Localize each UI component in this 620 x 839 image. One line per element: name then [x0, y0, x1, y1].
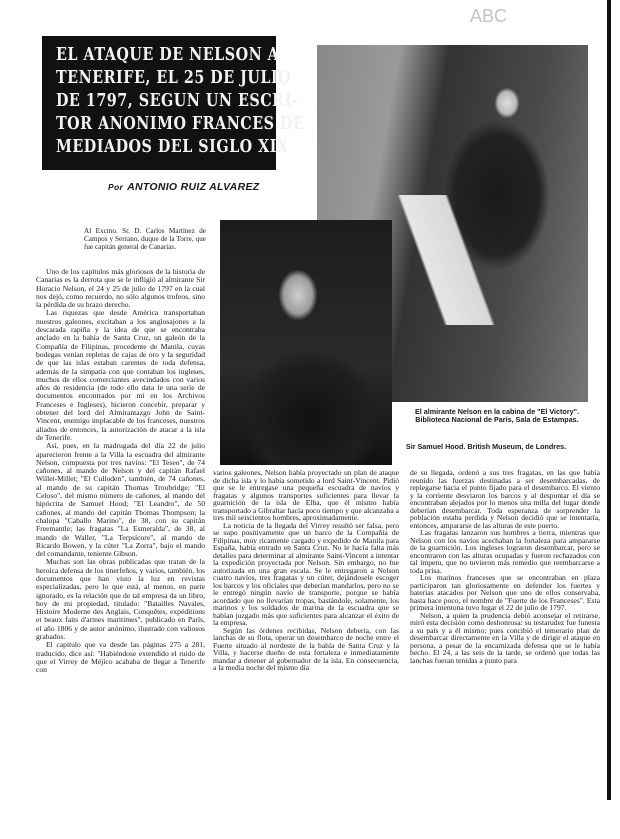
paragraph: Según las órdenes recibidas, Nelson debería, con las lanchas de su flota, operar un desembarco de noche entre el Fuerte situado al nordeste de la bahía de Santa Cruz y la Villa, y hacerse dueño de esta fortaleza e inmediatamente mandar a detener al gobernador de la isla. En consecuencia, a la media noche del mismo día	[213, 625, 399, 672]
paragraph: Así, pues, en la madrugada del día 22 de julio aparecieron frente a la Villa la escuadra del almirante Nelson, compuesta por tres navíos: "El Teseo", de 74 cañones, al mando de Nelson y del capitán Rafael Willet-Millet; "El Culloden", también, de 74 cañones, al mando de su capitán Thomas Troubridge; "El Celoso", del mismo número de cañones, al mando del hipócrita de Samuel Hood; "El Leandro", de 50 cañones, al mando del capitán Thomas Thompson; la chalupa "Caballo Marino", de 38, con su capitán Freemantle; las fragatas "La Esmeralda", de 38, al mando de Waller, "La Terpsícore", al mando de Ricardo Bowen, y la cúter "La Zorra", bajo el mando del comandante, teniente Gibson.	[36, 441, 205, 559]
paragraph: El capítulo que va desde las páginas 275 a 281, traducido, dice así: "Habiéndose extendido el ruido de que el Virrey de Méjico acababa de llegar a Tenerife con	[36, 640, 205, 675]
nelson-caption: El almirante Nelson en la cabina de "El Victory". Biblioteca Nacional de París, Sala de Estampas.	[414, 407, 580, 425]
article-column-1	[36, 268, 205, 675]
article-column-3	[410, 469, 600, 664]
headline-line: TOR ANONIMO FRANCES DE	[56, 114, 305, 134]
headline-box	[42, 36, 305, 170]
headline-line: MEDIADOS DEL SIGLO XIX	[56, 137, 289, 157]
article-column-2	[213, 469, 399, 672]
paragraph: Los marinos franceses que se encontraban en plaza participaron tan gloriosamente en defender los fuertes y baterías atacados por Nelson que uno de ellos conservaba, hasta hace poco, el nombre de "Fuerte de los Franceses". Esta primera intentona tuvo lugar el 22 de julio de 1797.	[410, 573, 600, 612]
page-edge-rule	[607, 0, 611, 800]
paragraph: Las fragatas lanzaron sus hombres a tierra, mientras que Nelson con los navíos acechaban la fortaleza para ampararse de la guarnición. Los ingleses lograron desembarcar, pero se encontraron con las alturas ocupadas y fueron rechazados con tal ímpetu, que no tuvieron más remedio que reembarcarse a toda prisa.	[410, 528, 600, 575]
paragraph: de su llegada, ordenó a sus tres fragatas, en las que había reunido las fuerzas destinadas a ser desembarcadas, de replegarse hacia el punto fijado para el desembarco. El viento y la corriente desviaron los barcos y al despuntar el día se encontraban alejados por lo menos una milla del lugar donde deberían desembarcar. Toda esperanza de sorprender la población estaba perdida y Nelson decidió que se intentaría, entonces, ampararse de las alturas de este puerto.	[410, 468, 600, 530]
hood-caption: Sir Samuel Hood. British Museum, de Londres.	[405, 442, 567, 451]
paragraph: Muchas son las obras publicadas que tratan de la heroica defensa de los tinerfeños, y varios, también, los documentos que han visto la luz en revistas especializadas, pero lo que está, al menos, en parte ignorado, es la relación que de tal empresa da un libro, hoy de mi propiedad, titulado: "Batailles Navales, Histoire Moderne des Anglais, Conquêtes, expéditions et beaux faits d'armes maritimes", publicado en París, el año 1806 y de autor anónimo, ilustrado con valiosos grabados.	[36, 557, 205, 642]
paragraph: Nelson, a quien la prudencia debió aconsejar el retirarse, miró esta decisión como deshonrosa: su testarudez fue funesta a su país y a él mismo; pues concibió el temerario plan de desembarcar directamente en la Villa y de dirigir el ataque en persona, a pesar de la encarnizada defensa que se le había hecho. El 24, a las seis de la tarde, se ordenó que todas las lanchas fueran tenidas a punto para	[410, 610, 600, 665]
headline-line: TENERIFE, EL 25 DE JULIO	[56, 68, 292, 88]
watermark: ABC	[470, 6, 508, 26]
paragraph: varios galeones, Nelson había proyectado un plan de ataque de dicha isla y lo había sometido a lord Saint-Vincent. Pidió que se le entregase una pequeña escuadra de navíos y fragatas y algunos transportes suficientes para llevar la guarnición de la isla de Elba, que él mismo había transportado a Gibraltar hacía poco tiempo y que alcanzaba a tres mil seiscientos hombres, aproximadamente.	[213, 468, 399, 522]
headline-line: EL ATAQUE DE NELSON A	[56, 45, 280, 65]
headline-line: DE 1797, SEGUN UN ESCRI-	[56, 91, 299, 111]
samuel-hood-portrait	[220, 220, 392, 465]
byline	[108, 181, 308, 193]
paragraph: Las riquezas que desde América transportaban nuestros galeones, excitaban a los anglosajones a la descarada rapiña y la idea de que se encontraba anclado en la bahía de Santa Cruz, un galeón de la Compañía de Filipinas, procedente de Manila, cuyas bodegas venían repletas de cajas de oro y la seguridad de que las islas estaban carentes de toda defensa, además de la simpatía con que contaban los ingleses, muchos de ellos comerciantes avecindados con varios años de residencia (de todo ello data le una serie de documentos encontrados por mí en los Archivos Franceses e Ingleses), hicieron concebir, preparar y obtener del lord del Almirantazgo John de Saint-Vincent, enemigo implacable de los franceses, nuestros aliados de entonces, la autorización de atacar a la isla de Tenerife.	[36, 308, 205, 442]
byline-prefix: Por	[108, 182, 124, 192]
paragraph: Uno de los capítulos más gloriosos de la historia de Canarias es la derrota que se le infligió al almirante Sir Horacio Nelson, el 24 y 25 de julio de 1797 en la cual nos dejó, como recuerdo, no sólo algunos trofeos, sino la pérdida de su brazo derecho.	[36, 267, 205, 310]
dedication: Al Excmo. Sr. D. Carlos Martínez de Campos y Serrano, duque de la Torre, que fue capitán general de Canarias.	[84, 227, 206, 251]
byline-author: ANTONIO RUIZ ALVAREZ	[127, 181, 260, 193]
paragraph: La noticia de la llegada del Virrey resultó ser falsa, pero se supo positivamente que un barco de la Compañía de Filipinas, muy ricamente cargado y expedido de Manila para España, había entrado en Santa Cruz. No le hacía falta más detalles para determinar al almirante Saint-Vincent a intentar la expedición proyectada por Nelson. Sin embargo, no fue autorizada en una gran escala. Se le entregaron a Nelson cuatro navíos, tres fragatas y un cúter, dejándosele escoger los barcos y los oficiales que deberían mandarlos, pero no se le entregó ningún navío de transporte, porque se había acordado que no llevarían tropas, bastándole, solamente, los marinos y los soldados de marina de la escuadra que se habían juzgado más que suficientes para alcanzar el éxito de la empresa.	[213, 520, 399, 627]
